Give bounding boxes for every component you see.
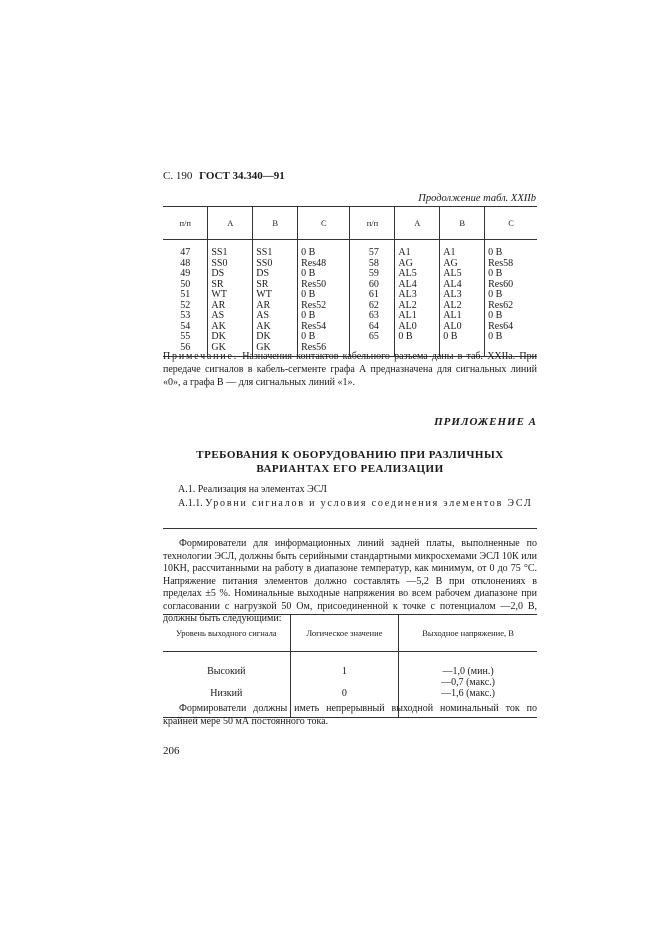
column-header: B <box>253 207 298 240</box>
header-level: Уровень выходного сигнала <box>163 615 290 652</box>
table-cell: AR <box>253 301 298 312</box>
table-cell: 0 B <box>298 269 350 280</box>
table-cell: SR <box>253 280 298 291</box>
table-cell: SS1 <box>208 248 253 259</box>
column-header: B <box>440 207 485 240</box>
contacts-table <box>163 206 537 357</box>
table-cell: 61 <box>350 290 395 301</box>
table-cell: Res58 <box>485 259 537 270</box>
table-cell: 64 <box>350 322 395 333</box>
table-cell: AR <box>208 301 253 312</box>
voltage-1: —1,0 (мин.) <box>442 666 494 677</box>
table-cell: Res56 <box>298 343 350 357</box>
table-cell: 55 <box>180 331 191 342</box>
table-cell: AG <box>395 259 440 270</box>
table-cell: AK <box>253 322 298 333</box>
subsubsection-heading <box>163 497 537 510</box>
table-cell: AL2 <box>395 301 440 312</box>
table-cell: GK <box>253 343 298 357</box>
table-note <box>163 350 537 389</box>
table-cell: 0 B <box>298 290 350 301</box>
column-header: п/п <box>163 207 208 240</box>
table-cell: 58 <box>350 259 395 270</box>
table-cell: AL4 <box>395 280 440 291</box>
voltage-3: —1,6 (макс.) <box>441 688 495 699</box>
table-cell: 0 B <box>395 332 440 343</box>
table-cell: 59 <box>350 269 395 280</box>
column-header: C <box>485 207 537 240</box>
table-cell: AL1 <box>395 311 440 322</box>
table-cell: 47 <box>180 247 191 258</box>
table-cell: WT <box>253 290 298 301</box>
table-cell: 0 B <box>298 332 350 343</box>
table-cell: 54 <box>180 320 191 332</box>
appendix-heading: ПРИЛОЖЕНИЕ А <box>434 416 537 428</box>
table-row <box>163 332 537 343</box>
subsection-text: Уровни сигналов и условия соединения элементов ЭСЛ <box>205 498 533 509</box>
table-cell: DS <box>208 269 253 280</box>
table-cell: SR <box>208 280 253 291</box>
table-cell: AS <box>208 311 253 322</box>
table-cell: 50 <box>180 278 191 290</box>
table-cell: 51 <box>180 289 191 300</box>
paragraph-2: Формирователи должны иметь непрерывный выходной номинальный ток по крайней мере 50 мА постоянного тока. <box>163 703 537 727</box>
logic-high: 1 <box>341 666 347 677</box>
table-cell: AS <box>253 311 298 322</box>
table-cell: 57 <box>350 248 395 259</box>
table-cell: AL0 <box>440 322 485 333</box>
column-header: п/п <box>350 207 395 240</box>
table-cell: AG <box>440 259 485 270</box>
table-cell: 62 <box>350 301 395 312</box>
table-cell: DS <box>253 269 298 280</box>
table-cell: 60 <box>350 280 395 291</box>
table-cell: AL5 <box>440 269 485 280</box>
table-cell: DK <box>208 332 253 343</box>
table-cell: 56 <box>163 343 208 357</box>
table-cell: Res64 <box>485 322 537 333</box>
table-cell: GK <box>208 343 253 357</box>
subsection-heading: А.1. Реализация на элементах ЭСЛ <box>178 484 327 495</box>
table-cell: SS0 <box>253 259 298 270</box>
table-cell: 0 B <box>440 332 485 343</box>
table-cell: AL3 <box>395 290 440 301</box>
table-cell: AK <box>208 322 253 333</box>
table-cell: Res54 <box>298 322 350 333</box>
table-cell: Res50 <box>298 280 350 291</box>
note-text: Назначения контактов кабельного разъема даны в таб. XXIIa. При передаче сигналов в кабель-сегменте графа А предназначена для сигнальных линий «0», а графа В — для сигнальных линий «1». <box>163 351 537 388</box>
table-header-row <box>163 207 537 240</box>
table-row <box>163 248 537 259</box>
table-cell: SS0 <box>208 259 253 270</box>
table-cell: 0 B <box>485 290 537 301</box>
standard-label: ГОСТ 34.340—91 <box>199 170 285 182</box>
table-cell: 52 <box>180 299 191 311</box>
column-header: C <box>298 207 350 240</box>
table-continuation: Продолжение табл. XXIIb <box>418 193 536 204</box>
title-line-2: ВАРИАНТАХ ЕГО РЕАЛИЗАЦИИ <box>256 463 444 475</box>
voltage-2: —0,7 (макс.) <box>441 677 495 688</box>
section-title <box>163 448 537 476</box>
table-cell: AL3 <box>440 290 485 301</box>
logic-low: 0 <box>341 688 347 699</box>
table-row <box>163 290 537 301</box>
page-header <box>163 170 285 182</box>
column-header: A <box>395 207 440 240</box>
table-cell: AL4 <box>440 280 485 291</box>
title-line-1: ТРЕБОВАНИЯ К ОБОРУДОВАНИЮ ПРИ РАЗЛИЧНЫХ <box>196 449 504 461</box>
table-cell: 65 <box>350 332 395 343</box>
header-voltage: Выходное напряжение, В <box>399 615 537 652</box>
table-cell: 0 B <box>298 248 350 259</box>
subsection-number: А.1.1. <box>178 498 206 509</box>
note-label: Примечание. <box>163 351 239 362</box>
paragraph-1: Формирователи для информационных линий задней платы, выполненные по технологии ЭСЛ, должны быть серийными стандартными микросхемами ЭСЛ 10К или 10КН, рассчитанными на работу в диапазоне температур, как минимум, от 0 до 75 °С. Напряжение питания элементов должно составлять —5,2 В при отклонениях в пределах ±5 %. Номинальные выходные напряжения во всем рабочем диапазоне при согласовании с нагрузкой 50 Ом, присоединенной к точке с потенциалом —2,0 В, должны быть следующими: <box>163 538 537 624</box>
table-cell: Res62 <box>485 301 537 312</box>
table-cell: AL2 <box>440 301 485 312</box>
table-cell: Res52 <box>298 301 350 312</box>
page-label: С. 190 <box>163 170 193 182</box>
table-cell: AL5 <box>395 269 440 280</box>
table-cell: WT <box>208 290 253 301</box>
table-cell: A1 <box>395 248 440 259</box>
table-row <box>163 311 537 322</box>
column-header: A <box>208 207 253 240</box>
table-row <box>163 269 537 280</box>
table-cell: 0 B <box>485 248 537 259</box>
table-cell: 49 <box>180 268 191 279</box>
table-cell: 0 B <box>485 332 537 343</box>
header-logic: Логическое значение <box>290 615 398 652</box>
table-cell: SS1 <box>253 248 298 259</box>
level-low: Низкий <box>210 688 243 699</box>
voltage-table-header <box>163 615 537 652</box>
table-cell: 53 <box>180 310 191 321</box>
table-cell: Res60 <box>485 280 537 291</box>
table-cell: DK <box>253 332 298 343</box>
table-cell: A1 <box>440 248 485 259</box>
page-number: 206 <box>163 745 180 757</box>
table-cell: 0 B <box>485 269 537 280</box>
table-cell: AL0 <box>395 322 440 333</box>
table-cell: 48 <box>180 257 191 269</box>
table-cell: 0 B <box>298 311 350 322</box>
level-high: Высокий <box>207 666 246 677</box>
table-cell: Res48 <box>298 259 350 270</box>
table-cell: AL1 <box>440 311 485 322</box>
table-cell: 0 B <box>485 311 537 322</box>
table-body <box>163 240 537 357</box>
table-cell: 63 <box>350 311 395 322</box>
